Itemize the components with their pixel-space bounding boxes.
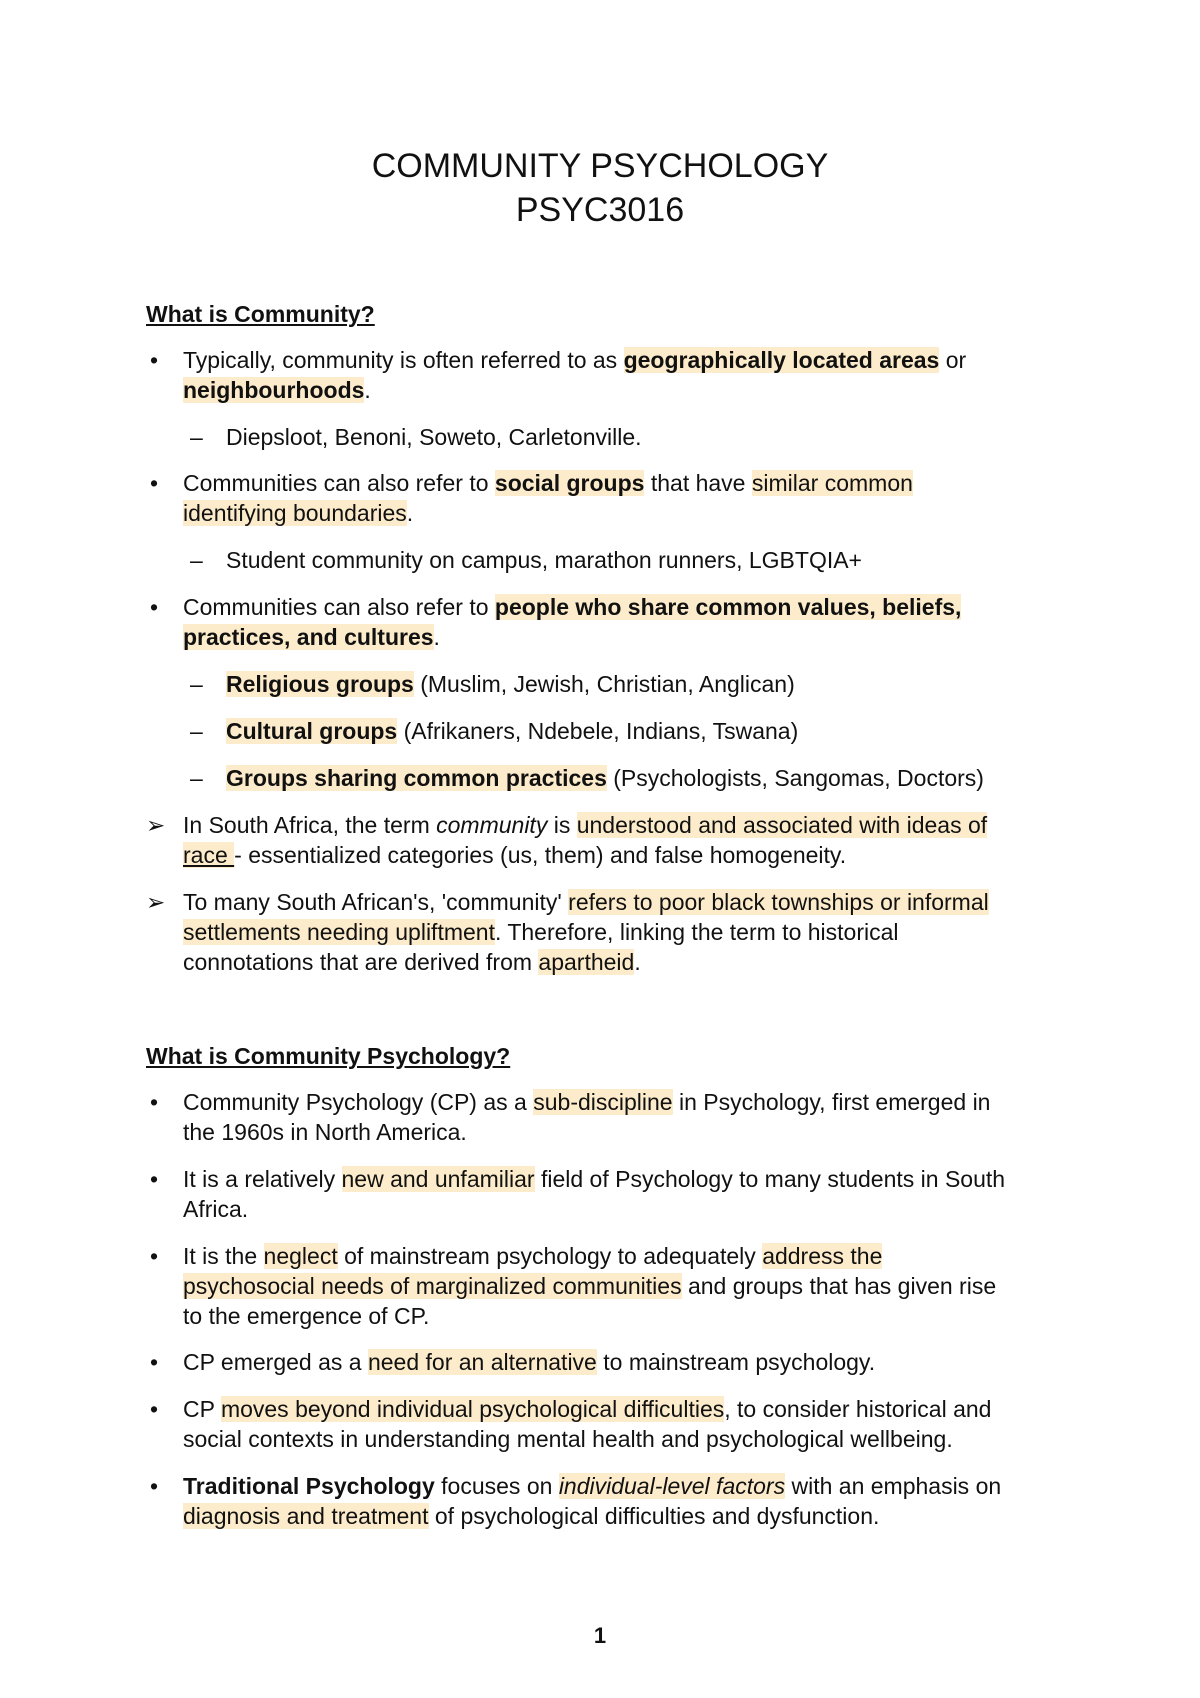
dash-marker: – — [190, 718, 203, 744]
sub-list-item: Student community on campus, marathon runners, LGBTQIA+ — [226, 547, 862, 573]
page-number: 1 — [593, 1623, 607, 1648]
arrow-bullet-icon: ➢ — [146, 889, 166, 915]
list-item: It is a relatively new and unfamiliar field of Psychology to many students in South Africa. — [183, 1166, 1006, 1222]
list-item: In South Africa, the term community is understood and associated with ideas of race - essentialized categories (us, them) and false homogeneity. — [183, 812, 988, 868]
bullet-marker: • — [150, 1089, 159, 1115]
sub-list-item: Groups sharing common practices (Psychologists, Sangomas, Doctors) — [226, 765, 984, 791]
sub-list-item: Diepsloot, Benoni, Soweto, Carletonville. — [226, 424, 642, 450]
bullet-marker: • — [150, 1396, 159, 1422]
list-item: CP emerged as a need for an alternative to mainstream psychology. — [183, 1349, 876, 1375]
bullet-marker: • — [150, 1349, 159, 1375]
list-item: It is the neglect of mainstream psychology to adequately address the psychosocial needs of marginalized communities and groups that has given rise to the emergence of CP. — [183, 1243, 997, 1329]
bullet-marker: • — [150, 470, 159, 496]
dash-marker: – — [190, 547, 203, 573]
list-item: Typically, community is often referred to as geographically located areas or neighbourhoods. — [183, 347, 967, 403]
bullet-marker: • — [150, 1166, 159, 1192]
arrow-bullet-icon: ➢ — [146, 812, 166, 838]
document-title: COMMUNITY PSYCHOLOGY — [371, 147, 829, 185]
dash-marker: – — [190, 671, 203, 697]
list-item: Community Psychology (CP) as a sub-discipline in Psychology, first emerged in the 1960s in North America. — [183, 1089, 991, 1145]
list-item: To many South African's, 'community' refers to poor black townships or informal settlements needing upliftment. Therefore, linking the term to historical connotations that are derived from apartheid. — [183, 889, 989, 975]
bullet-marker: • — [150, 1243, 159, 1269]
bullet-marker: • — [150, 1473, 159, 1499]
list-item: Traditional Psychology focuses on individual-level factors with an emphasis on diagnosis and treatment of psychological difficulties and dysfunction. — [183, 1473, 1002, 1529]
list-item: CP moves beyond individual psychological difficulties, to consider historical and social contexts in understanding mental health and psychological wellbeing. — [183, 1396, 992, 1452]
bullet-marker: • — [150, 347, 159, 373]
dash-marker: – — [190, 424, 203, 450]
list-item: Communities can also refer to people who share common values, beliefs, practices, and cultures. — [183, 594, 962, 650]
section-heading-community: What is Community? — [146, 301, 375, 327]
list-item: Communities can also refer to social groups that have similar common identifying boundaries. — [183, 470, 913, 526]
bullet-marker: • — [150, 594, 159, 620]
section-heading-community-psychology: What is Community Psychology? — [146, 1043, 511, 1069]
sub-list-item: Cultural groups (Afrikaners, Ndebele, Indians, Tswana) — [226, 718, 799, 744]
sub-list-item: Religious groups (Muslim, Jewish, Christian, Anglican) — [226, 671, 795, 697]
dash-marker: – — [190, 765, 203, 791]
course-code: PSYC3016 — [515, 191, 685, 229]
